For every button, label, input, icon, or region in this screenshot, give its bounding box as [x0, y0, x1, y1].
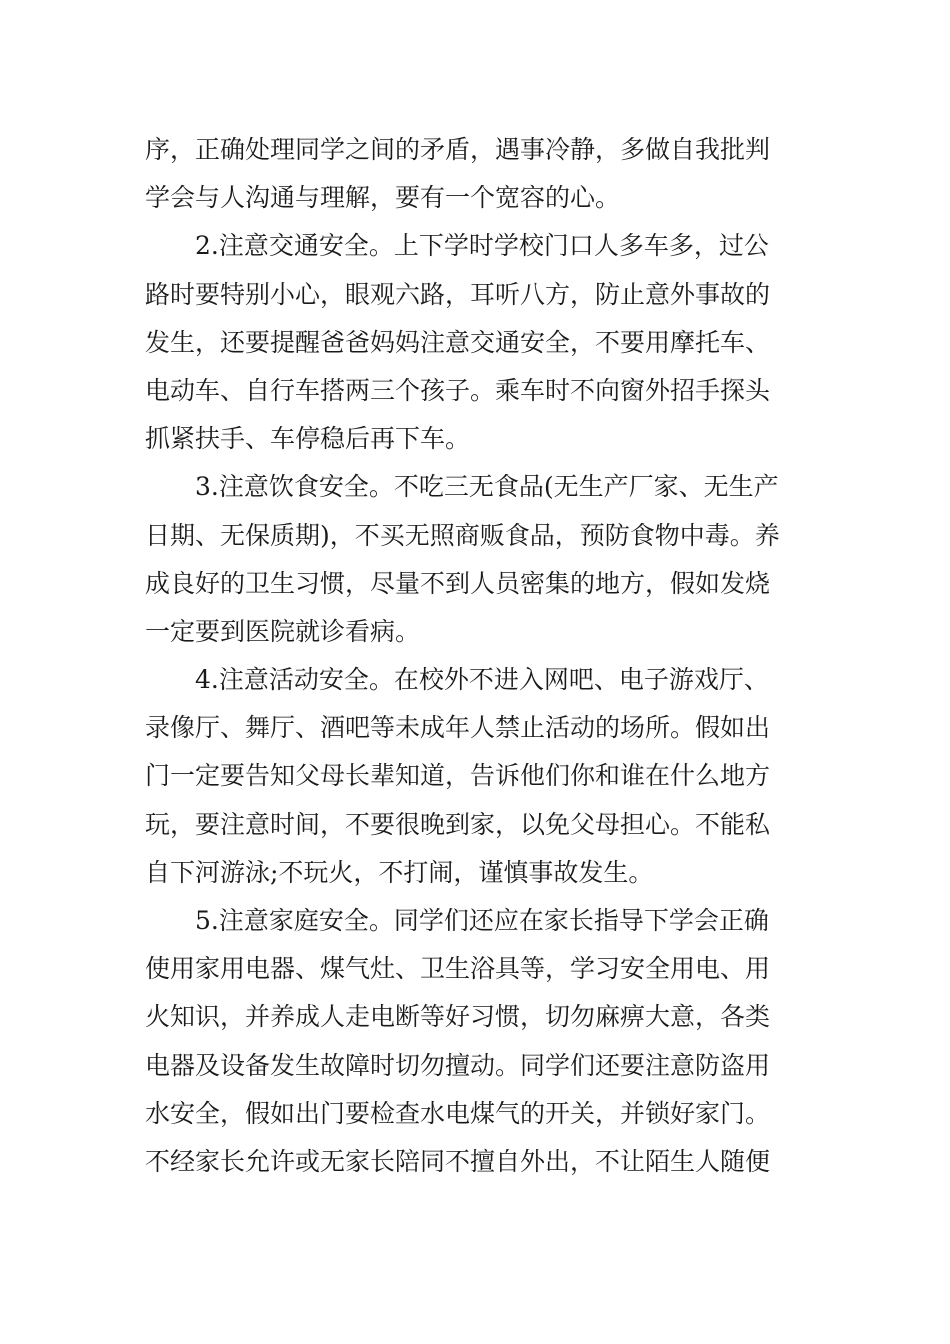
text-line: 发生，还要提醒爸爸妈妈注意交通安全，不要用摩托车、 [145, 327, 771, 357]
text-line: 电动车、自行车搭两三个孩子。乘车时不向窗外招手探头 [145, 375, 771, 405]
text-line-item-2: 2.注意交通安全。上下学时学校门口人多车多，过公 [195, 231, 769, 261]
text-line-item-3: 3.注意饮食安全。不吃三无食品(无生产厂家、无生产 [195, 472, 779, 502]
text-line: 水安全，假如出门要检查水电煤气的开关，并锁好家门。 [145, 1098, 771, 1128]
text-line: 电器及设备发生故障时切勿擅动。同学们还要注意防盗用 [145, 1050, 771, 1080]
text-line: 不经家长允许或无家长陪同不擅自外出，不让陌生人随便 [145, 1146, 771, 1176]
text-line: 玩，要注意时间，不要很晚到家，以免父母担心。不能私 [145, 809, 771, 839]
text-line: 录像厅、舞厅、酒吧等未成年人禁止活动的场所。假如出 [145, 713, 771, 743]
text-line: 火知识，并养成人走电断等好习惯，切勿麻痹大意，各类 [145, 1002, 771, 1032]
text-line: 序，正确处理同学之间的矛盾，遇事冷静，多做自我批判 [145, 135, 771, 164]
text-line-item-5: 5.注意家庭安全。同学们还应在家长指导下学会正确 [195, 906, 769, 935]
text-line: 路时要特别小心，眼观六路，耳听八方，防止意外事故的 [145, 279, 771, 309]
text-line-item-4: 4.注意活动安全。在校外不进入网吧、电子游戏厅、 [195, 665, 769, 695]
text-line: 抓紧扶手、车停稳后再下车。 [145, 424, 471, 454]
text-line: 学会与人沟通与理解，要有一个宽容的心。 [145, 183, 621, 213]
body-text [145, 126, 815, 1186]
text-line: 门一定要告知父母长辈知道，告诉他们你和谁在什么地方 [145, 761, 771, 791]
text-line: 自下河游泳;不玩火，不打闹，谨慎事故发生。 [145, 857, 654, 887]
text-line: 成良好的卫生习惯，尽量不到人员密集的地方，假如发烧 [145, 568, 771, 598]
text-line: 日期、无保质期)，不买无照商贩食品，预防食物中毒。养 [145, 520, 780, 550]
text-line: 一定要到医院就诊看病。 [145, 616, 421, 646]
text-line: 使用家用电器、煤气灶、卫生浴具等，学习安全用电、用 [145, 954, 771, 984]
